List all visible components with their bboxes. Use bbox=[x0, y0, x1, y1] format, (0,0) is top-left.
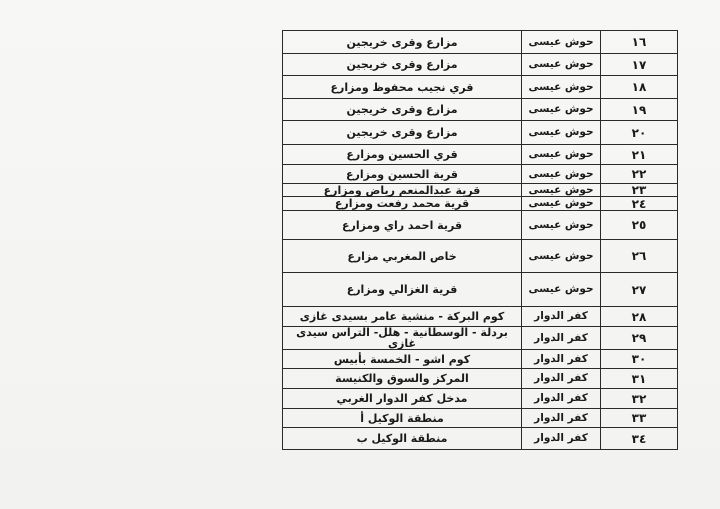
table-row bbox=[283, 197, 678, 211]
row-district: حوش عيسى bbox=[522, 145, 601, 165]
row-area: قري الحسين ومزارع bbox=[283, 145, 522, 165]
table-row bbox=[283, 327, 678, 350]
table-row bbox=[283, 369, 678, 389]
row-number: ١٨ bbox=[601, 76, 678, 99]
row-district: كفر الدوار bbox=[522, 350, 601, 369]
row-area: مزارع وقرى خريجين bbox=[283, 121, 522, 145]
row-area: كوم اشو - الخمسة بأبيس bbox=[283, 350, 522, 369]
row-number: ٢٦ bbox=[601, 240, 678, 273]
row-district: كفر الدوار bbox=[522, 327, 601, 350]
row-number: ٢٧ bbox=[601, 273, 678, 307]
row-area: قرية محمد رفعت ومزارع bbox=[283, 197, 522, 211]
table-row bbox=[283, 350, 678, 369]
row-number: ٣٢ bbox=[601, 389, 678, 409]
table-row bbox=[283, 409, 678, 428]
table-row bbox=[283, 389, 678, 409]
row-district: كفر الدوار bbox=[522, 428, 601, 450]
row-number: ٢٢ bbox=[601, 165, 678, 184]
row-area: قري نجيب محفوظ ومزارع bbox=[283, 76, 522, 99]
row-number: ٢٥ bbox=[601, 211, 678, 240]
row-district: حوش عيسى bbox=[522, 54, 601, 76]
schedule-table bbox=[282, 30, 678, 450]
row-district: حوش عيسى bbox=[522, 184, 601, 197]
row-district: حوش عيسى bbox=[522, 273, 601, 307]
row-district: حوش عيسى bbox=[522, 211, 601, 240]
table-row bbox=[283, 428, 678, 450]
row-number: ٢٠ bbox=[601, 121, 678, 145]
row-district: حوش عيسى bbox=[522, 240, 601, 273]
row-number: ٢١ bbox=[601, 145, 678, 165]
row-area: منطقة الوكيل أ bbox=[283, 409, 522, 428]
row-number: ٣١ bbox=[601, 369, 678, 389]
row-number: ١٧ bbox=[601, 54, 678, 76]
row-district: حوش عيسى bbox=[522, 197, 601, 211]
row-area: قرية احمد راي ومزارع bbox=[283, 211, 522, 240]
row-district: كفر الدوار bbox=[522, 307, 601, 327]
table-row bbox=[283, 145, 678, 165]
row-district: حوش عيسى bbox=[522, 165, 601, 184]
table-row bbox=[283, 184, 678, 197]
row-area: قرية الحسين ومزارع bbox=[283, 165, 522, 184]
row-number: ٢٤ bbox=[601, 197, 678, 211]
row-area: قرية عبدالمنعم رياض ومزارع bbox=[283, 184, 522, 197]
row-district: كفر الدوار bbox=[522, 409, 601, 428]
row-number: ٣٠ bbox=[601, 350, 678, 369]
row-number: ١٦ bbox=[601, 31, 678, 54]
row-district: كفر الدوار bbox=[522, 389, 601, 409]
table-row bbox=[283, 240, 678, 273]
row-district: حوش عيسى bbox=[522, 31, 601, 54]
row-district: كفر الدوار bbox=[522, 369, 601, 389]
row-area: المركز والسوق والكنيسة bbox=[283, 369, 522, 389]
row-area: منطقة الوكيل ب bbox=[283, 428, 522, 450]
table-row bbox=[283, 165, 678, 184]
table-row bbox=[283, 54, 678, 76]
row-area: مزارع وقرى خريجين bbox=[283, 31, 522, 54]
row-district: حوش عيسى bbox=[522, 99, 601, 121]
row-number: ١٩ bbox=[601, 99, 678, 121]
table-row bbox=[283, 99, 678, 121]
row-area: مزارع وقرى خريجين bbox=[283, 54, 522, 76]
row-number: ٣٣ bbox=[601, 409, 678, 428]
row-number: ٣٤ bbox=[601, 428, 678, 450]
row-district: حوش عيسى bbox=[522, 76, 601, 99]
table-row bbox=[283, 307, 678, 327]
row-area: قرية الغزالي ومزارع bbox=[283, 273, 522, 307]
table-row bbox=[283, 211, 678, 240]
row-number: ٢٨ bbox=[601, 307, 678, 327]
table-row bbox=[283, 31, 678, 54]
row-district: حوش عيسى bbox=[522, 121, 601, 145]
row-area: خاص المغربي مزارع bbox=[283, 240, 522, 273]
row-number: ٢٣ bbox=[601, 184, 678, 197]
row-area: كوم البركة - منشية عامر بسيدى غازى bbox=[283, 307, 522, 327]
row-area: بردلة - الوسطانية - هلل- التراس سيدى غازى bbox=[283, 327, 522, 350]
row-number: ٢٩ bbox=[601, 327, 678, 350]
table-row bbox=[283, 76, 678, 99]
row-area: مزارع وقرى خريجين bbox=[283, 99, 522, 121]
table-row bbox=[283, 121, 678, 145]
row-area: مدخل كفر الدوار الغربي bbox=[283, 389, 522, 409]
table-row bbox=[283, 273, 678, 307]
